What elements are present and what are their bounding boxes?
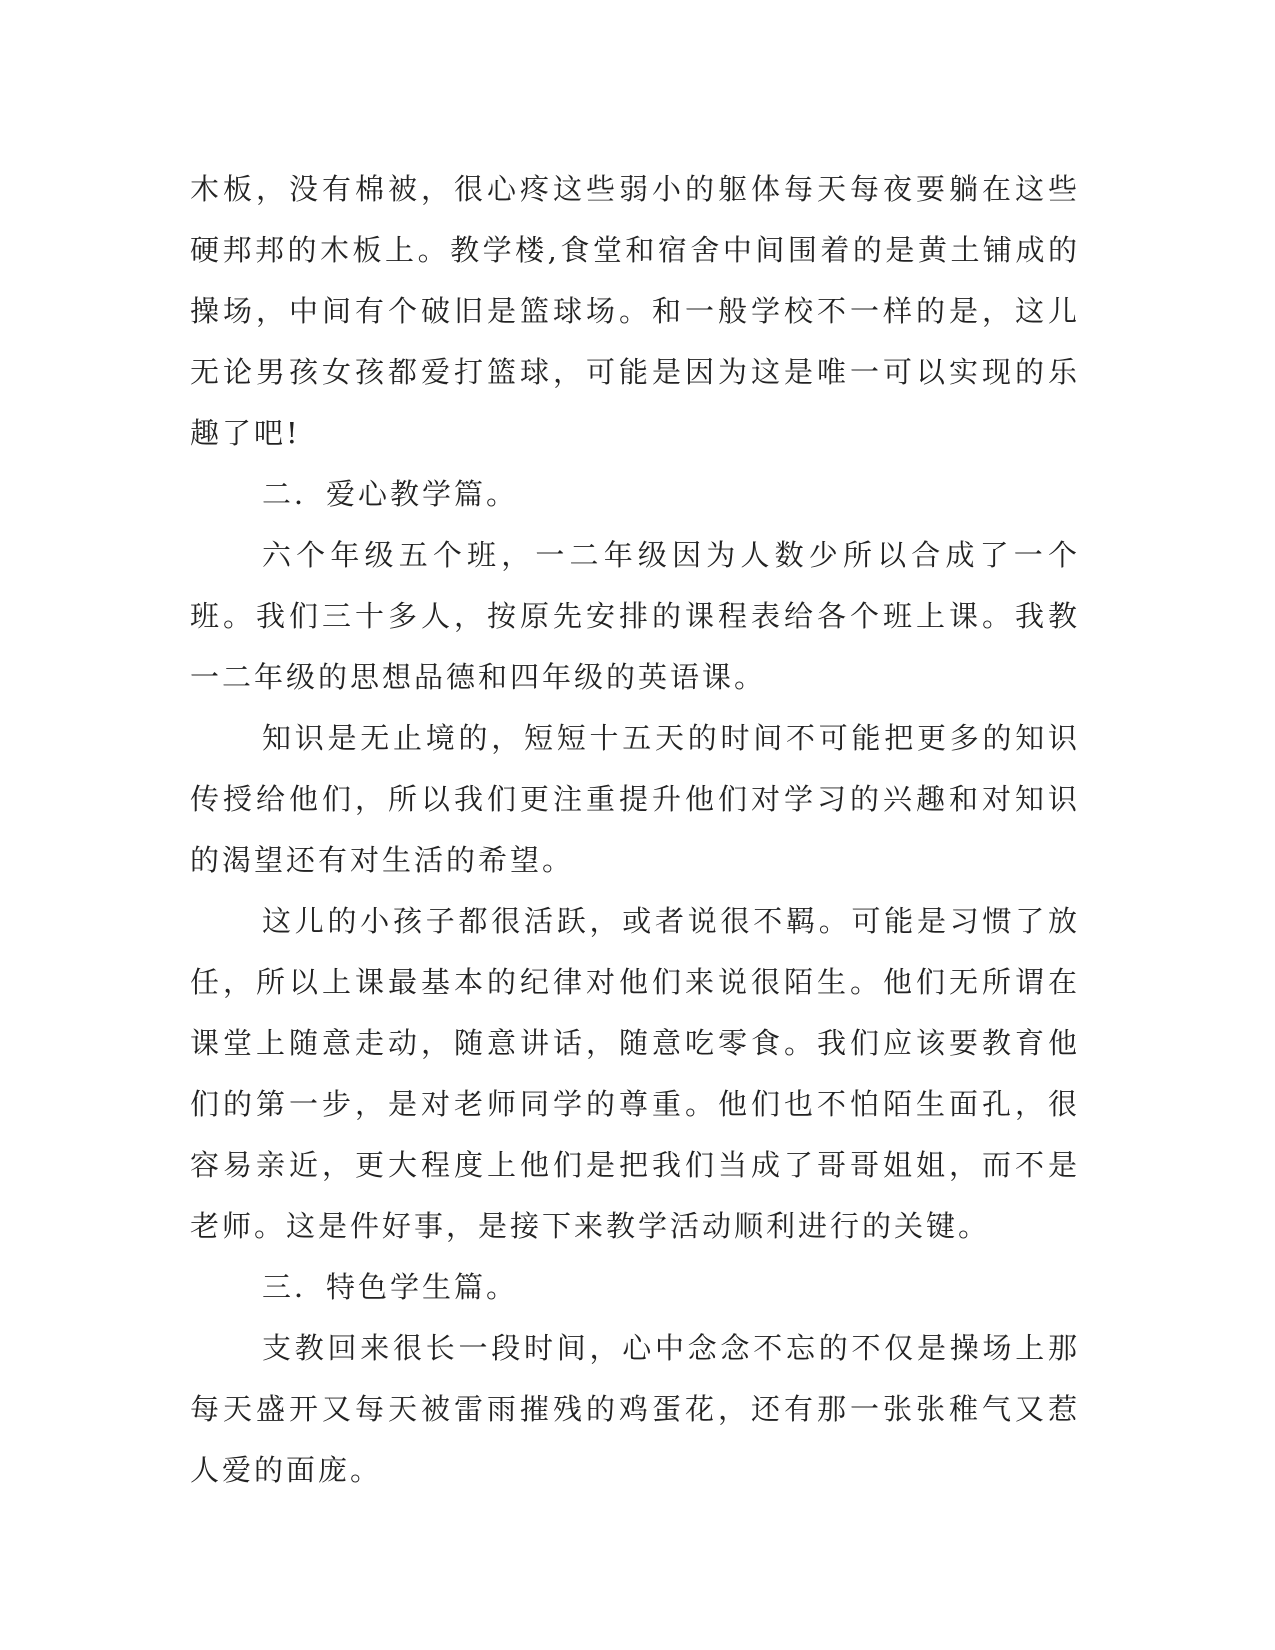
section-heading-2: 二．爱心教学篇。 <box>262 477 519 511</box>
section-heading-3: 三．特色学生篇。 <box>262 1270 519 1304</box>
document-body <box>190 159 1080 1501</box>
paragraph-memories: 支教回来很长一段时间，心中念念不忘的不仅是操场上那每天盛开又每天被雷雨摧残的鸡蛋花，还有那一张张稚气又惹人爱的面庞。 <box>190 1331 1080 1487</box>
paragraph-knowledge: 知识是无止境的，短短十五天的时间不可能把更多的知识传授给他们，所以我们更注重提升他们对学习的兴趣和对知识的渴望还有对生活的希望。 <box>190 721 1080 877</box>
paragraph-children: 这儿的小孩子都很活跃，或者说很不羁。可能是习惯了放任，所以上课最基本的纪律对他们来说很陌生。他们无所谓在课堂上随意走动，随意讲话，随意吃零食。我们应该要教育他们的第一步，是对老师同学的尊重。他们也不怕陌生面孔，很容易亲近，更大程度上他们是把我们当成了哥哥姐姐，而不是老师。这是件好事，是接下来教学活动顺利进行的关键。 <box>190 904 1080 1243</box>
paragraph-classes: 六个年级五个班，一二年级因为人数少所以合成了一个班。我们三十多人，按原先安排的课程表给各个班上课。我教一二年级的思想品德和四年级的英语课。 <box>190 538 1080 694</box>
paragraph-continuation: 木板，没有棉被，很心疼这些弱小的躯体每天每夜要躺在这些硬邦邦的木板上。教学楼,食堂和宿舍中间围着的是黄土铺成的操场，中间有个破旧是篮球场。和一般学校不一样的是，这儿无论男孩女孩都爱打篮球，可能是因为这是唯一可以实现的乐趣了吧! <box>190 172 1080 450</box>
